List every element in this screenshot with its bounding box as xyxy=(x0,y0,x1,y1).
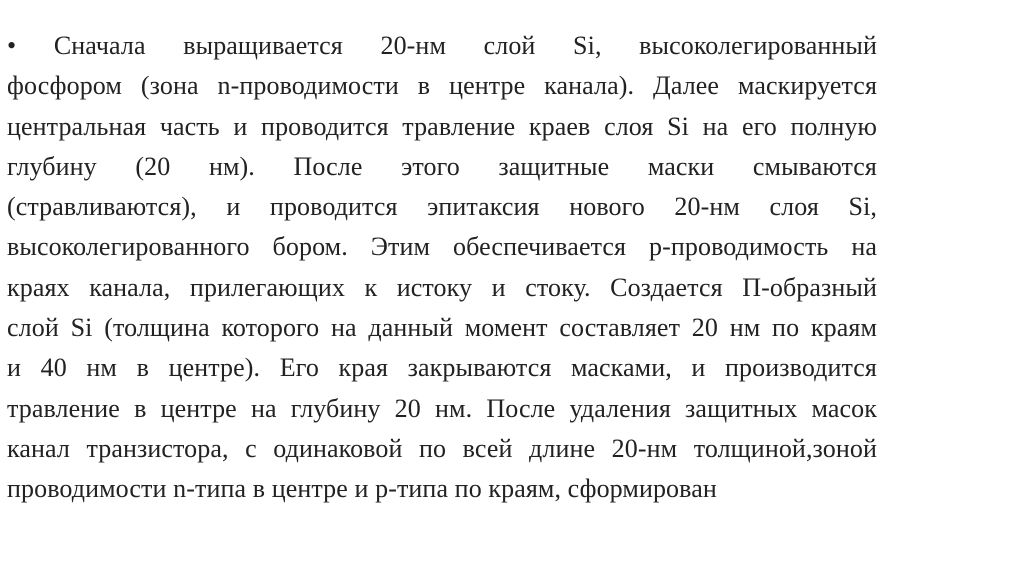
text-line: проводимости n-типа в центре и p-типа по краям, сформирован xyxy=(7,474,717,504)
text-line: травление в центре на глубину 20 нм. После удаления защитных масок xyxy=(7,393,877,423)
text-line: • Сначала выращивается 20-нм слой Si, высоколегированный xyxy=(7,31,877,60)
text-line: центральная часть и проводится травление краев слоя Si на его полную xyxy=(7,111,877,141)
text-line: фосфором (зона n-проводимости в центре канала). Далее маскируется xyxy=(7,71,877,101)
text-line: высоколегированного бором. Этим обеспечивается p-проводимость на xyxy=(7,232,877,262)
body-paragraph xyxy=(7,26,877,510)
text-line: (стравливаются), и проводится эпитаксия нового 20-нм слоя Si, xyxy=(7,192,877,222)
text-line: и 40 нм в центре). Его края закрываются масками, и производится xyxy=(7,353,877,383)
text-line: слой Si (толщина которого на данный момент составляет 20 нм по краям xyxy=(7,313,877,343)
text-line: краях канала, прилегающих к истоку и стоку. Создается П-образный xyxy=(7,272,877,302)
text-line: глубину (20 нм). После этого защитные маски смываются xyxy=(7,151,877,181)
text-line: канал транзистора, с одинаковой по всей длине 20-нм толщиной,зоной xyxy=(7,433,877,463)
